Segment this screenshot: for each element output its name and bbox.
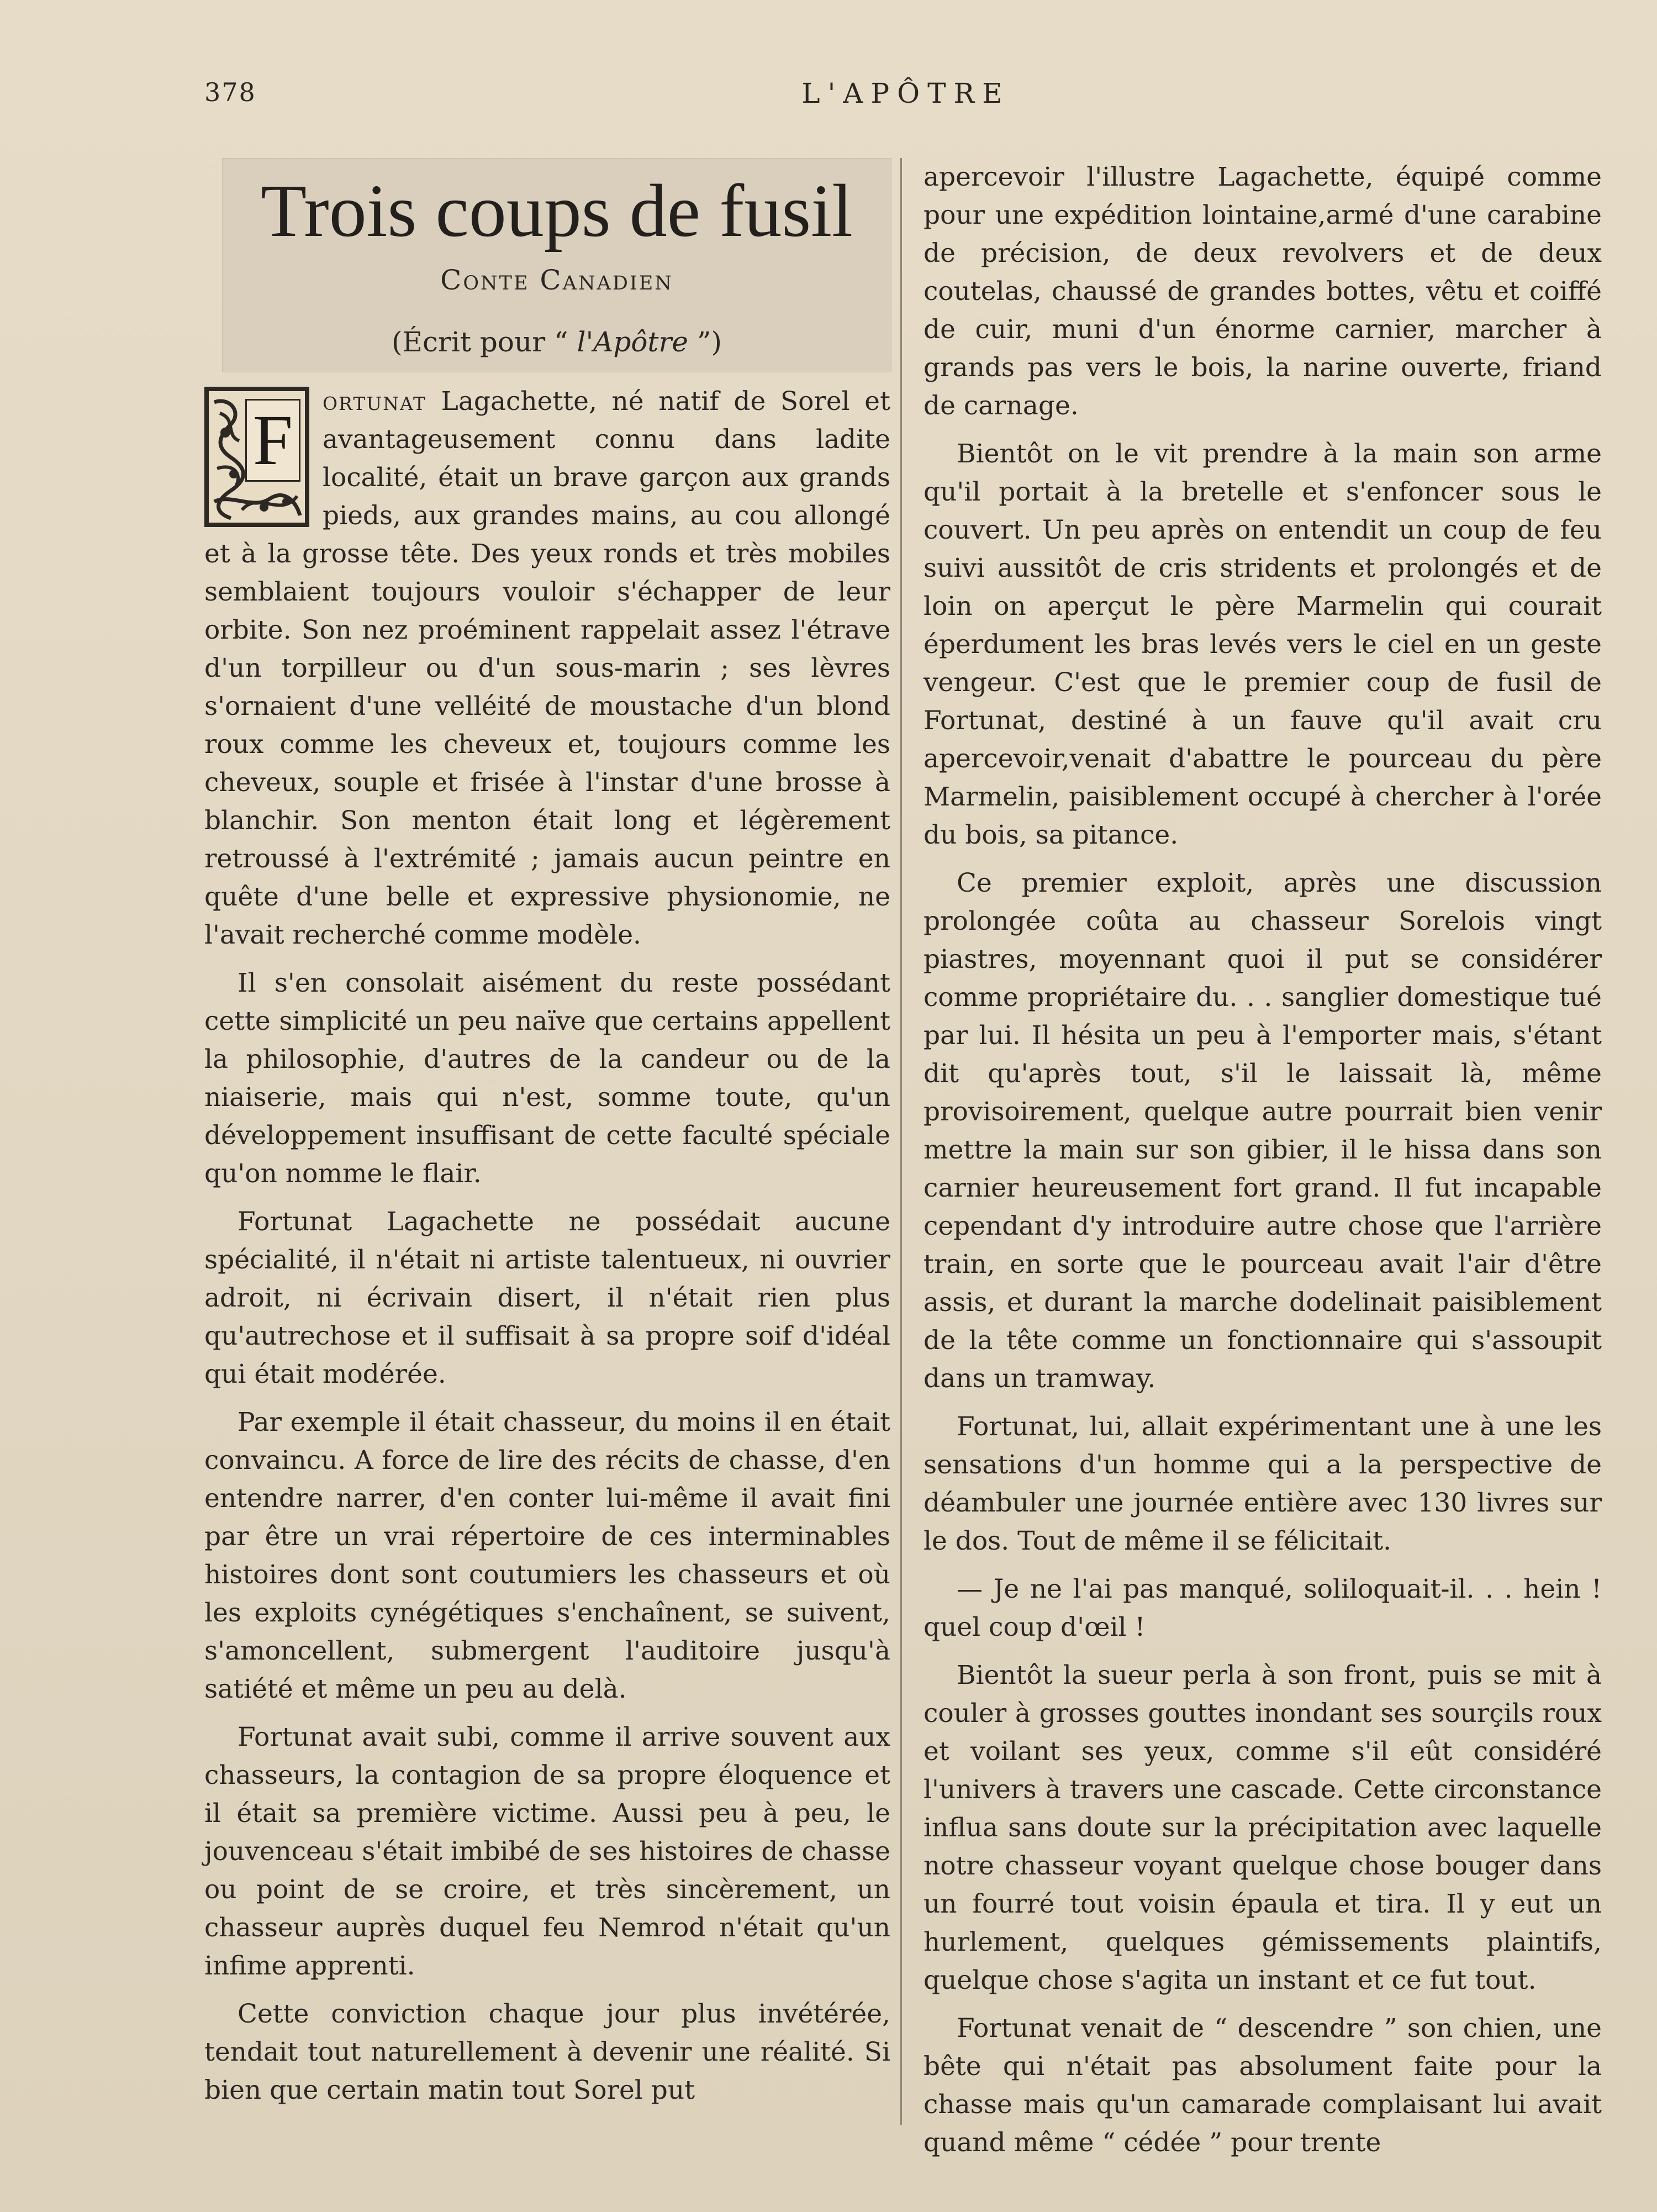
running-title: L'APÔTRE <box>801 77 1010 109</box>
opening-paragraph <box>204 382 890 954</box>
dropcap-letter: F <box>245 399 300 482</box>
right-column-text <box>924 158 1602 2162</box>
paragraph: Fortunat avait subi, comme il arrive souvent aux chasseurs, la contagion de sa propre éloquence et il était sa première victime. Aussi peu à peu, le jouvenceau s'était imbibé de ses histoires de chasse ou point de se croire, et très sincèrement, un chasseur auprès duquel feu Nemrod n'était qu'un infime apprenti. <box>204 1722 890 1981</box>
paragraph: Par exemple il était chasseur, du moins il en était convaincu. A force de lire des récits de chasse, d'en entendre narrer, d'en conter lui-même il avait fini par être un vrai répertoire de ces interminables histoires dont sont coutumiers les chasseurs et où les exploits cynégétiques s'enchaînent, se suivent, s'amoncellent, submergent l'auditoire jusqu'à satiété et même un peu au delà. <box>204 1407 890 1704</box>
paragraph: Fortunat Lagachette ne possédait aucune spécialité, il n'était ni artiste talentueux, ni ouvrier adroit, ni écrivain disert, il n'était rien plus qu'autrechose et il suffisait à sa propre soif d'idéal qui était modérée. <box>204 1207 890 1389</box>
story-note-suffix: ”) <box>688 326 722 358</box>
ornamental-dropcap <box>204 387 309 527</box>
left-column <box>204 158 890 2109</box>
paragraph: Bientôt on le vit prendre à la main son arme qu'il portait à la bretelle et s'enfoncer sous le couvert. Un peu après on entendit un coup de feu suivi aussitôt de cris stridents et prolongés et de loin on aperçut le père Marmelin qui courait éperdument les bras levés vers le ciel en un geste vengeur. C'est que le premier coup de fusil de Fortunat, destiné à un fauve qu'il avait cru apercevoir,venait d'abattre le pourceau du père Marmelin, paisiblement occupé à chercher à l'orée du bois, sa pitance. <box>924 439 1602 850</box>
column-divider <box>900 158 902 2125</box>
dialogue-paragraph: — Je ne l'ai pas manqué, soliloquait-il. . . hein ! quel coup d'œil ! <box>924 1574 1602 1642</box>
continued-paragraph: apercevoir l'illustre Lagachette, équipé comme pour une expédition lointaine,armé d'une carabine de précision, de deux revolvers et de deux coutelas, chaussé de grandes bottes, vêtu et coiffé de cuir, muni d'un énorme carnier, marcher à grands pas vers le bois, la narine ouverte, friand de carnage. <box>924 162 1602 421</box>
right-column <box>924 158 1602 2162</box>
first-word-rest: ortunat <box>323 386 427 417</box>
left-column-text <box>204 382 890 2109</box>
page-number: 378 <box>204 77 256 107</box>
paragraph: Fortunat, lui, allait expérimentant une à une les sensations d'un homme qui a la perspective de déambuler une journée entière avec 130 livres sur le dos. Tout de même il se félicitait. <box>924 1412 1602 1556</box>
story-subtitle: Conte Canadien <box>440 264 673 296</box>
story-title: Trois coups de fusil <box>261 170 853 252</box>
title-block <box>222 158 891 372</box>
paragraph: Il s'en consolait aisément du reste possédant cette simplicité un peu naïve que certains appellent la philosophie, d'autres de la candeur ou de la niaiserie, mais qui n'est, somme toute, qu'un développement insuffisant de cette faculté spéciale qu'on nomme le flair. <box>204 968 890 1189</box>
story-note <box>223 314 891 370</box>
paragraph: Ce premier exploit, après une discussion prolongée coûta au chasseur Sorelois vingt piastres, moyennant quoi il put se considérer comme propriétaire du. . . sanglier domestique tué par lui. Il hésita un peu à l'emporter mais, s'étant dit qu'après tout, s'il le laissait là, même provisoirement, quelque autre pourrait bien venir mettre la main sur son gibier, il le hissa dans son carnier heureusement fort grand. Il fut incapable cependant d'y introduire autre chose que l'arrière train, en sorte que le pourceau avait l'air d'être assis, et durant la marche dodelinait paisiblement de la tête comme un fonctionnaire qui s'assoupit dans un tramway. <box>924 868 1602 1394</box>
page-header <box>204 77 1607 122</box>
story-note-italic: l'Apôtre <box>577 326 689 358</box>
story-note-prefix: (Écrit pour “ <box>392 326 577 358</box>
paragraph: Bientôt la sueur perla à son front, puis se mit à couler à grosses gouttes inondant ses sourçils roux et voilant ses yeux, comme s'il eût considéré l'univers à travers une cascade. Cette circonstance influa sans doute sur la précipitation avec laquelle notre chasseur voyant quelque chose bouger dans un fourré tout voisin épaula et tira. Il y eut un hurlement, quelques gémissements plaintifs, quelque chose s'agita un instant et ce fut tout. <box>924 1660 1602 1995</box>
opening-paragraph-text: Lagachette, né natif de Sorel et avantageusement connu dans ladite localité, était un brave garçon aux grands pieds, aux grandes mains, au cou allongé et à la grosse tête. Des yeux ronds et très mobiles semblaient toujours vouloir s'échapper de leur orbite. Son nez proéminent rappelait assez l'étrave d'un torpilleur ou d'un sous-marin ; ses lèvres s'ornaient d'une velléité de moustache d'un blond roux comme les cheveux et, toujours comme les cheveux, souple et frisée à l'instar d'une brosse à blanchir. Son menton était long et légèrement retroussé à l'extrémité ; jamais aucun peintre en quête d'une belle et expressive physionomie, ne l'avait recherché comme modèle. <box>204 386 890 950</box>
paragraph: Fortunat venait de “ descendre ” son chien, une bête qui n'était pas absolument faite pour la chasse mais qu'un camarade complaisant lui avait quand même “ cédée ” pour trente <box>924 2013 1602 2158</box>
paragraph: Cette conviction chaque jour plus invétérée, tendait tout naturellement à devenir une réalité. Si bien que certain matin tout Sorel put <box>204 1999 890 2105</box>
